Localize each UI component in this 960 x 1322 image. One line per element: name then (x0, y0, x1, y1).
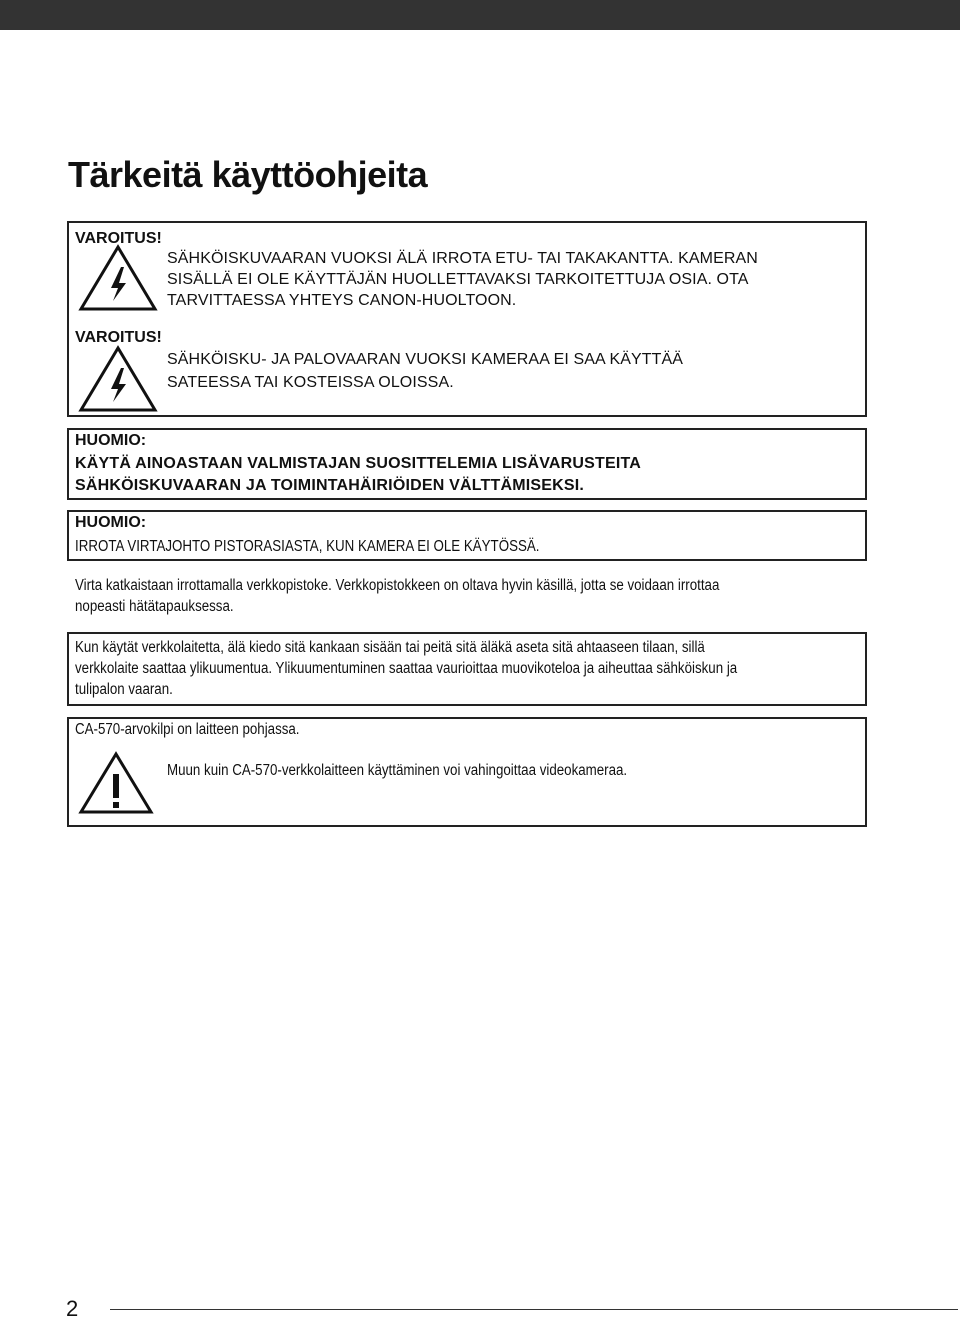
caution-label: HUOMIO: (75, 432, 147, 449)
paragraph-line: Virta katkaistaan irrottamalla verkkopistoke. Verkkopistokkeen on oltava hyvin käsillä, jotta se voidaan irrottaa (75, 577, 720, 594)
caution-text-line: KÄYTÄ AINOASTAAN VALMISTAJAN SUOSITTELEMIA LISÄVARUSTEITA (75, 455, 642, 472)
electric-shock-warning-icon (77, 243, 159, 313)
paragraph-line: Kun käytät verkkolaitetta, älä kiedo sitä kankaan sisään tai peitä sitä äläkä aseta sitä ahtaaseen tilaan, sillä (75, 639, 705, 656)
top-header-bar (0, 0, 960, 30)
warning-text-line: SISÄLLÄ EI OLE KÄYTTÄJÄN HUOLLETTAVAKSI TARKOITETTUJA OSIA. OTA (167, 271, 749, 288)
exclamation-warning-icon (77, 750, 155, 816)
rating-plate-text: CA-570-arvokilpi on laitteen pohjassa. (75, 721, 300, 738)
warning-text-line: TARVITTAESSA YHTEYS CANON-HUOLTOON. (167, 292, 517, 309)
paragraph-line: tulipalon vaaran. (75, 681, 173, 698)
warning-text-line: SATEESSA TAI KOSTEISSA OLOISSA. (167, 374, 454, 391)
paragraph-line: verkkolaite saattaa ylikuumentua. Ylikuumentuminen saattaa vaurioittaa muovikoteloa ja aiheuttaa sähköiskun ja (75, 660, 738, 677)
caution-text-line: IRROTA VIRTAJOHTO PISTORASIASTA, KUN KAMERA EI OLE KÄYTÖSSÄ. (75, 538, 540, 555)
warning-text-line: SÄHKÖISKUVAARAN VUOKSI ÄLÄ IRROTA ETU- TAI TAKAKANTTA. KAMERAN (167, 250, 758, 267)
adapter-warning-text: Muun kuin CA-570-verkkolaitteen käyttäminen voi vahingoittaa videokameraa. (167, 762, 628, 779)
caution-text-line: SÄHKÖISKUVAARAN JA TOIMINTAHÄIRIÖIDEN VÄLTTÄMISEKSI. (75, 477, 585, 494)
warning-label: VAROITUS! (75, 329, 162, 346)
footer-rule (110, 1309, 958, 1310)
paragraph-line: nopeasti hätätapauksessa. (75, 598, 234, 615)
electric-shock-warning-icon (77, 344, 159, 414)
page-number: 2 (66, 1296, 79, 1321)
warning-label: VAROITUS! (75, 230, 162, 247)
page-title: Tärkeitä käyttöohjeita (68, 154, 428, 195)
caution-label: HUOMIO: (75, 514, 147, 531)
warning-text-line: SÄHKÖISKU- JA PALOVAARAN VUOKSI KAMERAA EI SAA KÄYTTÄÄ (167, 351, 684, 368)
